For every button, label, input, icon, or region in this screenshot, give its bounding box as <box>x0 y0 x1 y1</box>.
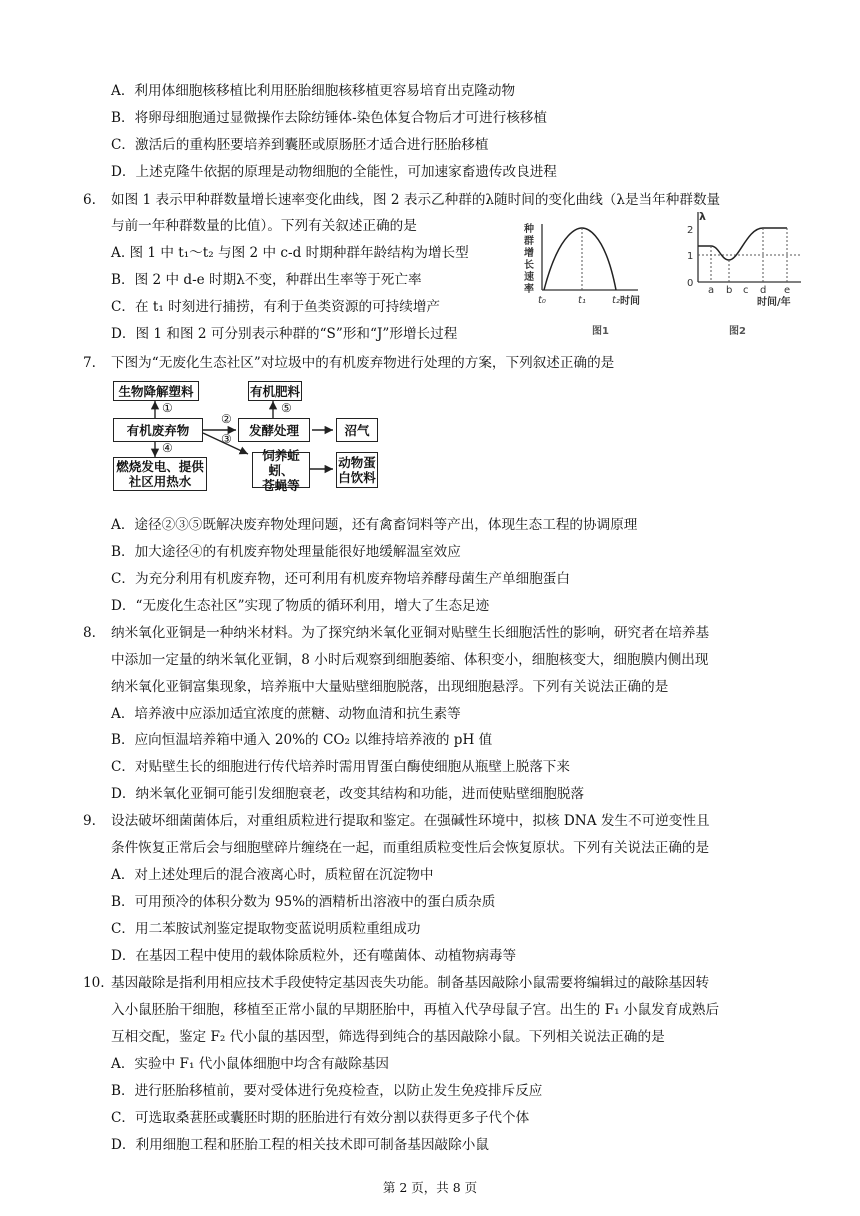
fig1-tick-t0: t₀ <box>538 295 546 306</box>
q6-option-a: A. 图 1 中 t₁～t₂ 与图 2 中 c-d 时期种群年龄结构为增长型 <box>111 245 469 261</box>
fig1-xlabel: 时间 <box>620 296 640 307</box>
q9-stem-line-2: 条件恢复正常后会与细胞壁碎片缠绕在一起，而重组质粒变性后会恢复原状。下列有关说法正确的是 <box>111 840 710 856</box>
q10-stem-line-2: 入小鼠胚胎干细胞，移植至正常小鼠的早期胚胎中，再植入代孕母鼠子宫。出生的 F₁ 小鼠发育成熟后 <box>111 1002 720 1018</box>
q9-stem-line-1: 设法破坏细菌菌体后，对重组质粒进行提取和鉴定。在强碱性环境中，拟核 DNA 发生不可逆变性且 <box>111 813 710 829</box>
q9-option-c: C．用二苯胺试剂鉴定提取物变蓝说明质粒重组成功 <box>111 921 421 937</box>
fig1-ylabel-char: 速 <box>524 272 534 283</box>
q6-figure-1 <box>520 218 660 340</box>
q8-number: 8. <box>83 625 96 641</box>
q8-stem-line-1: 纳米氧化亚铜是一种纳米材料。为了探究纳米氧化亚铜对贴壁生长细胞活性的影响，研究者在培养基 <box>111 625 710 641</box>
q9-option-b: B．可用预冷的体积分数为 95%的酒精析出溶液中的蛋白质杂质 <box>111 894 496 910</box>
q9-option-d: D．在基因工程中使用的载体除质粒外，还有噬菌体、动植物病毒等 <box>111 948 517 964</box>
flow-feed-line-1: 饲养蚯蚓、 <box>262 447 300 478</box>
q5-option-a: A．利用体细胞核移植比利用胚胎细胞核移植更容易培育出克隆动物 <box>111 83 516 99</box>
q7-number: 7. <box>83 355 96 371</box>
q6-stem-line-1: 如图 1 表示甲种群数量增长速率变化曲线，图 2 表示乙种群的λ随时间的变化曲线（λ是当年种群数量 <box>111 192 721 208</box>
q8-option-a: A．培养液中应添加适宜浓度的蔗糖、动物血清和抗生素等 <box>111 706 461 722</box>
q8-option-b: B．应向恒温培养箱中通入 20%的 CO₂ 以维持培养液的 pH 值 <box>111 732 493 748</box>
flow-ferment-box: 发酵处理 <box>238 418 310 442</box>
fig2-caption: 图2 <box>729 326 746 337</box>
q7-option-b: B．加大途径④的有机废弃物处理量能很好地缓解温室效应 <box>111 544 461 560</box>
q5-option-b: B．将卵母细胞通过显微操作去除纺锤体-染色体复合物后才可进行核移植 <box>111 110 547 126</box>
q6-option-b: B．图 2 中 d-e 时期λ不变，种群出生率等于死亡率 <box>111 272 422 288</box>
q10-option-b: B．进行胚胎移植前，要对受体进行免疫检查，以防止发生免疫排斥反应 <box>111 1083 543 1099</box>
q8-stem-line-3: 纳米氧化亚铜富集现象，培养瓶中大量贴壁细胞脱落，出现细胞悬浮。下列有关说法正确的是 <box>111 679 669 695</box>
q10-option-a: A．实验中 F₁ 代小鼠体细胞中均含有敲除基因 <box>111 1056 390 1072</box>
q9-number: 9. <box>83 813 96 829</box>
q10-option-d: D．利用细胞工程和胚胎工程的相关技术即可制备基因敲除小鼠 <box>111 1137 489 1153</box>
fig2-ytick-0: 0 <box>687 278 694 289</box>
q8-option-c: C．对贴壁生长的细胞进行传代培养时需用胃蛋白酶使细胞从瓶壁上脱落下来 <box>111 759 570 775</box>
fig2-ylabel: λ <box>699 210 706 223</box>
q7-stem: 下图为“无废化生态社区”对垃圾中的有机废弃物进行处理的方案，下列叙述正确的是 <box>111 355 615 371</box>
q7-option-d: D．“无废化生态社区”实现了物质的循环利用，增大了生态足迹 <box>111 598 490 614</box>
fig2-xtick-c: c <box>743 285 749 296</box>
fig2-xtick-b: b <box>726 285 733 296</box>
fig1-tick-t1: t₁ <box>578 295 586 306</box>
flow-organic-waste-box: 有机废弃物 <box>113 418 203 442</box>
q7-option-a: A．途径②③⑤既解决废弃物处理问题，还有禽畜饲料等产出，体现生态工程的协调原理 <box>111 517 638 533</box>
q6-option-c: C．在 t₁ 时刻进行捕捞，有利于鱼类资源的可持续增产 <box>111 299 441 315</box>
flow-path-2-label: ② <box>221 412 232 426</box>
q10-stem-line-3: 互相交配，鉴定 F₂ 代小鼠的基因型，筛选得到纯合的基因敲除小鼠。下列相关说法正确的是 <box>111 1029 665 1045</box>
flow-path-1-label: ① <box>162 401 173 415</box>
flow-bioplastic-box: 生物降解塑料 <box>113 381 199 401</box>
fig1-ylabel-char: 种 <box>524 224 534 235</box>
fig2-xtick-e: e <box>784 285 791 296</box>
flow-feed-line-2: 苍蝇等 <box>262 477 300 493</box>
q10-option-c: C．可选取桑葚胚或囊胚时期的胚胎进行有效分割以获得更多子代个体 <box>111 1110 530 1126</box>
flow-protein-box <box>336 452 378 488</box>
flow-protein-line-1: 动物蛋 <box>338 455 376 470</box>
flow-fertilizer-box: 有机肥料 <box>248 381 302 401</box>
fig2-xtick-a: a <box>708 285 715 296</box>
fig2-ytick-1: 1 <box>687 251 694 262</box>
flow-burn-box <box>113 457 207 491</box>
flow-burn-line-2: 社区用热水 <box>128 474 192 489</box>
q5-option-d: D．上述克隆牛依据的原理是动物细胞的全能性，可加速家畜遗传改良进程 <box>111 164 557 180</box>
fig2-ytick-2: 2 <box>687 225 694 236</box>
q5-option-c: C．激活后的重构胚要培养到囊胚或原肠胚才适合进行胚胎移植 <box>111 137 489 153</box>
flow-biogas-box: 沼气 <box>336 418 378 442</box>
flow-protein-line-2: 白饮料 <box>338 470 376 485</box>
flow-path-3-label: ③ <box>221 432 232 446</box>
fig2-xtick-d: d <box>760 285 767 296</box>
fig1-ylabel-char: 长 <box>524 260 534 271</box>
fig1-tick-t2: t₂ <box>612 295 620 306</box>
fig1-ylabel-char: 率 <box>524 284 534 295</box>
q8-option-d: D．纳米氧化亚铜可能引发细胞衰老，改变其结构和功能，进而使贴壁细胞脱落 <box>111 786 585 802</box>
flow-path-5-label: ⑤ <box>281 401 292 415</box>
q6-number: 6. <box>83 192 96 208</box>
flow-path-4-label: ④ <box>162 441 173 455</box>
q7-option-c: C．为充分利用有机废弃物，还可利用有机废弃物培养酵母菌生产单细胞蛋白 <box>111 571 570 587</box>
q9-option-a: A．对上述处理后的混合液离心时，质粒留在沉淀物中 <box>111 867 434 883</box>
q10-number: 10. <box>83 975 105 991</box>
fig1-ylabel-char: 群 <box>524 236 534 247</box>
fig1-ylabel-char: 增 <box>524 248 534 259</box>
fig2-xlabel: 时间/年 <box>757 297 791 308</box>
q6-figure-2 <box>683 208 813 340</box>
q6-stem-line-2: 与前一年种群数量的比值）。下列有关叙述正确的是 <box>111 218 417 234</box>
fig1-curve <box>544 228 616 290</box>
fig1-caption: 图1 <box>592 326 609 337</box>
flow-feed-box <box>252 447 310 493</box>
q8-stem-line-2: 中添加一定量的纳米氧化亚铜，8 小时后观察到细胞萎缩、体积变小，细胞核变大，细胞膜内侧出现 <box>111 652 709 668</box>
q6-option-d: D．图 1 和图 2 可分别表示种群的“S”形和“J”形增长过程 <box>111 326 458 342</box>
q10-stem-line-1: 基因敲除是指利用相应技术手段使特定基因丧失功能。制备基因敲除小鼠需要将编辑过的敲除基因转 <box>111 975 710 991</box>
page-footer: 第 2 页，共 8 页 <box>382 1180 478 1195</box>
flow-burn-line-1: 燃烧发电、提供 <box>116 459 204 474</box>
